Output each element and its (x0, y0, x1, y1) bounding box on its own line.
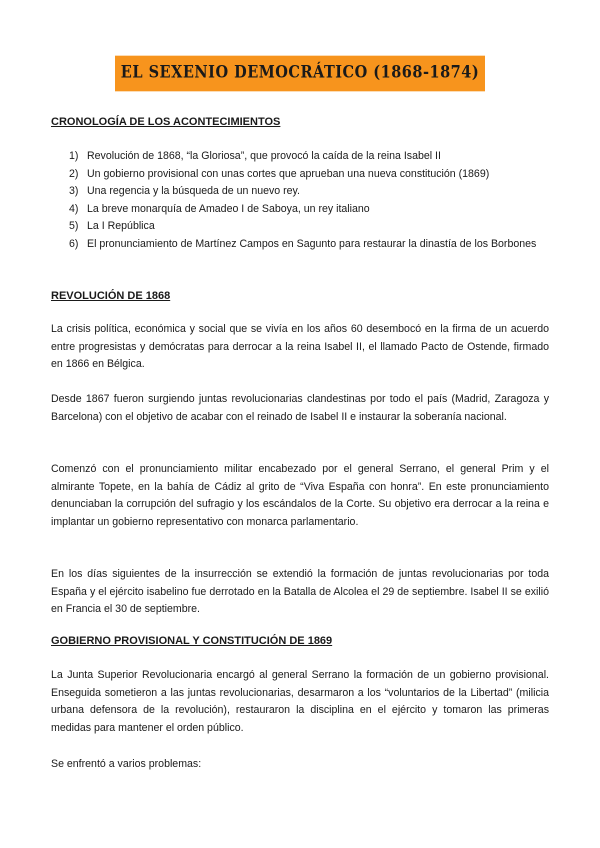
list-item-number: 1) (69, 150, 79, 162)
list-item-text: Revolución de 1868, “la Gloriosa”, que provocó la caída de la reina Isabel II (87, 150, 441, 162)
revolution-paragraph-3: Comenzó con el pronunciamiento militar encabezado por el general Serrano, el general Prim y el almirante Topete, en la bahía de Cádiz al grito de “Viva España con honra”. En este pronunciamiento denunciaban la corrupción del sufragio y los escándalos de la Corte. Su objetivo era derrocar a la reina e implantar un gobierno representativo con monarca parlamentario. (51, 463, 549, 528)
list-item-text: Un gobierno provisional con unas cortes que aprueban una nueva constitución (1869) (87, 167, 490, 180)
list-item-text: El pronunciamiento de Martínez Campos en Sagunto para restaurar la dinastía de los Borbones (87, 237, 537, 250)
list-item (51, 148, 549, 166)
list-item (51, 218, 549, 236)
list-item-text: Una regencia y la búsqueda de un nuevo rey. (87, 185, 301, 198)
list-item-number: 6) (69, 237, 79, 250)
list-item-number: 2) (69, 167, 79, 180)
list-item (51, 183, 549, 201)
page-title: EL SEXENIO DEMOCRÁTICO (1868-1874) (115, 56, 485, 92)
chronology-heading: CRONOLOGÍA DE LOS ACONTECIMIENTOS (51, 116, 281, 128)
list-item-text: La breve monarquía de Amadeo I de Saboya, un rey italiano (87, 202, 370, 215)
government-paragraph-2: Se enfrentó a varios problemas: (51, 758, 202, 770)
revolution-paragraph-4: En los días siguientes de la insurrección se extendió la formación de juntas revolucionarias por toda España y el ejército isabelino fue derrotado en la Batalla de Alcolea el 29 de septiembre. Isabel II se exilió en Francia el 30 de septiembre. (51, 568, 549, 616)
list-item-number: 5) (69, 220, 79, 233)
list-item-number: 4) (69, 202, 79, 215)
chronology-list (51, 148, 549, 254)
list-item (51, 166, 549, 184)
list-item-text: La I República (87, 220, 155, 233)
government-heading: GOBIERNO PROVISIONAL Y CONSTITUCIÓN DE 1869 (51, 635, 333, 647)
list-item (51, 236, 549, 254)
revolution-paragraph-1: La crisis política, económica y social que se vivía en los años 60 desembocó en la firma de un acuerdo entre progresistas y demócratas para derrocar a la reina Isabel II, el llamado Pacto de Ostende, firmado en 1866 en Bélgica. (51, 323, 549, 371)
government-paragraph-1: La Junta Superior Revolucionaria encargó al general Serrano la formación de un gobierno provisional. Enseguida sometieron a las juntas revolucionarias, desarmaron a los “voluntarios de la Libertad” (milicia urbana defensora de la revolución), restauraron la disciplina en el ejército y tomaron las primeras medidas para mantener el orden público. (51, 669, 549, 734)
revolution-heading: REVOLUCIÓN DE 1868 (51, 290, 171, 302)
list-item (51, 201, 549, 219)
list-item-number: 3) (69, 185, 79, 198)
title-container (0, 58, 600, 89)
revolution-paragraph-2: Desde 1867 fueron surgiendo juntas revolucionarias clandestinas por todo el país (Madrid, Zaragoza y Barcelona) con el objetivo de acabar con el reinado de Isabel II e instaurar la soberanía nacional. (51, 393, 549, 423)
